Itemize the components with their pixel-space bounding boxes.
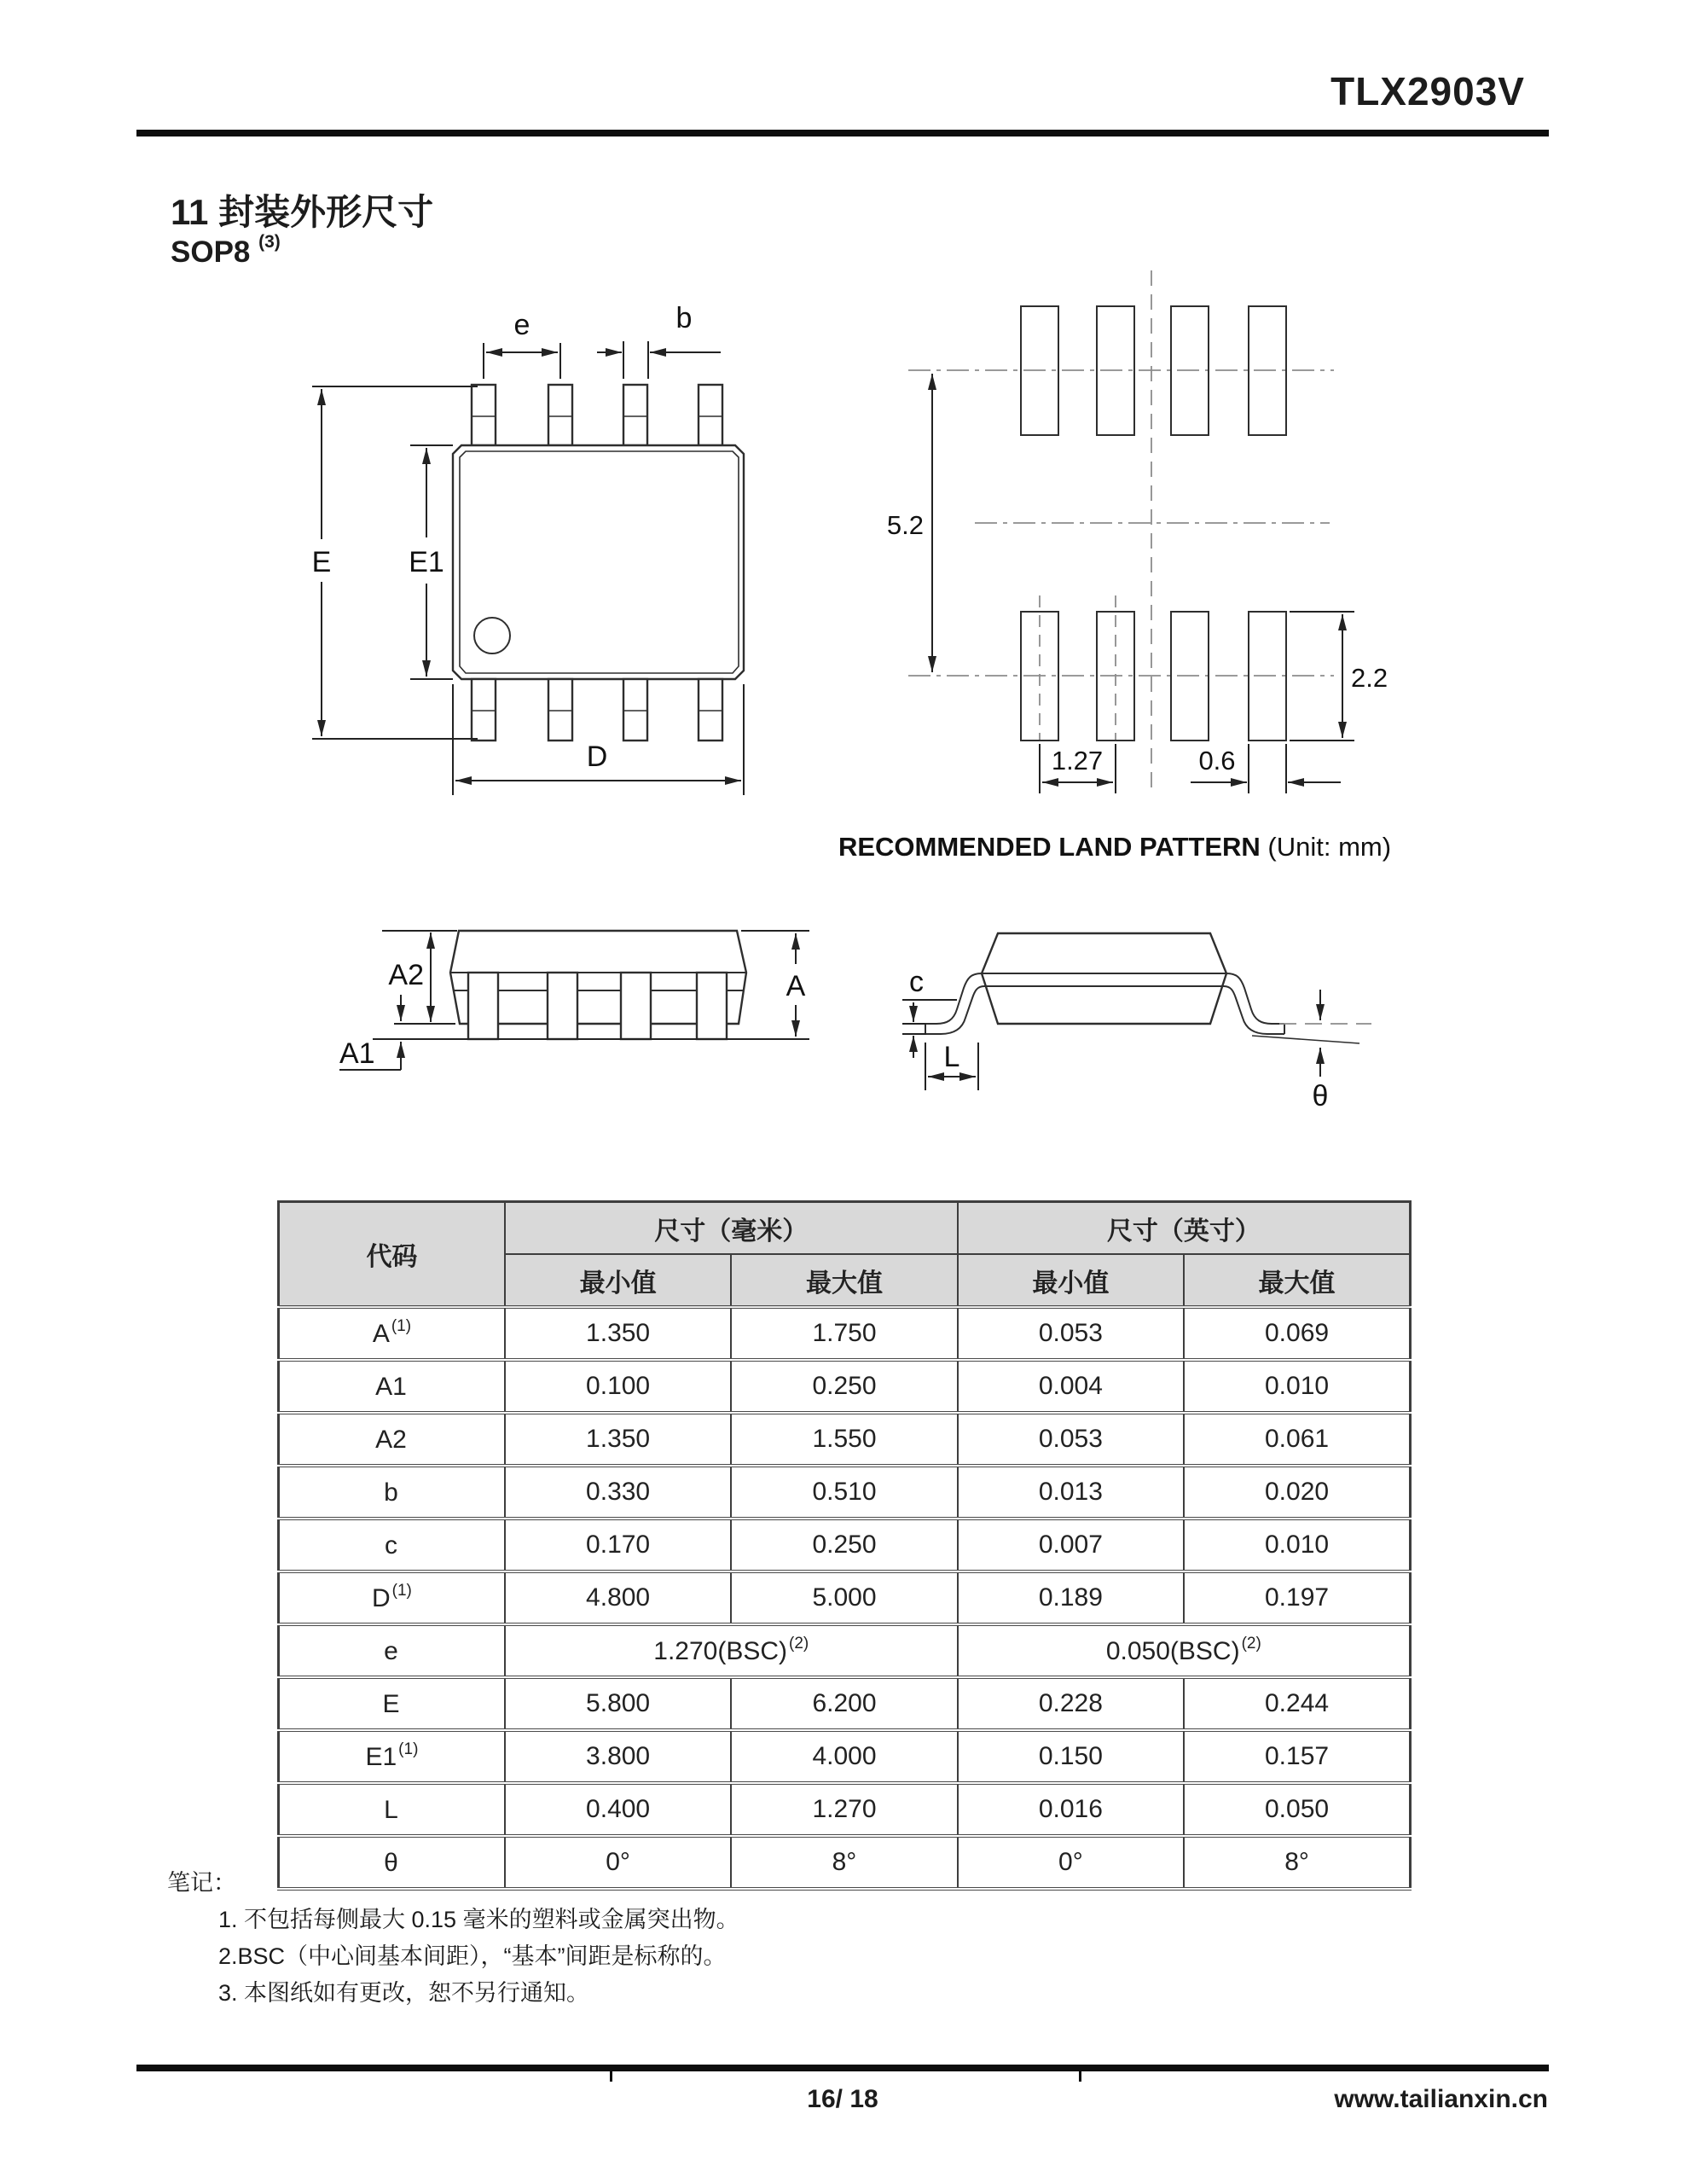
dim-label-c: c xyxy=(909,966,924,998)
dim-label-A2: A2 xyxy=(388,959,424,991)
package-top-view xyxy=(312,302,744,795)
package-name-footnote: (3) xyxy=(258,232,281,253)
cell-mm-max: 8° xyxy=(731,1836,957,1889)
cell-mm-min: 1.350 xyxy=(505,1307,731,1360)
cell-mm-max: 1.550 xyxy=(731,1413,957,1466)
cell-in-max: 8° xyxy=(1184,1836,1410,1889)
land-pattern-caption-unit: (Unit: mm) xyxy=(1267,832,1392,862)
cell-in-min: 0.004 xyxy=(958,1360,1184,1413)
dim-label-e: e xyxy=(513,309,530,341)
cell-code: E xyxy=(279,1677,505,1730)
land-pattern-caption xyxy=(814,832,1416,863)
cell-in-min: 0° xyxy=(958,1836,1184,1889)
col-header-mm: 尺寸（毫米） xyxy=(505,1202,958,1255)
cell-in-min: 0.016 xyxy=(958,1783,1184,1836)
dim-label-0.6: 0.6 xyxy=(1198,746,1236,775)
col-header-mm-max: 最大值 xyxy=(731,1254,957,1307)
note-item-2: 2.BSC（中心间基本间距），“基本”间距是标称的。 xyxy=(218,1943,727,1969)
cell-in-min: 0.228 xyxy=(958,1677,1184,1730)
cell-mm-max: 0.510 xyxy=(731,1466,957,1519)
dim-label-theta: θ xyxy=(1312,1080,1329,1112)
cell-mm-max: 5.000 xyxy=(731,1571,957,1624)
land-pattern-caption-title: RECOMMENDED LAND PATTERN xyxy=(838,832,1261,862)
table-row-e xyxy=(279,1624,1411,1677)
table-row xyxy=(279,1307,1411,1360)
cell-mm-min: 0.330 xyxy=(505,1466,731,1519)
notes-block xyxy=(167,1865,739,2012)
cell-code: D $^{(1)}$ xyxy=(279,1571,505,1624)
note-item-3: 3. 本图纸如有更改，恕不另行通知。 xyxy=(218,1980,590,2006)
package-side-view xyxy=(339,931,809,1070)
cell-in-min: 0.053 xyxy=(958,1307,1184,1360)
cell-mm-max: 0.250 xyxy=(731,1519,957,1571)
cell-in-min: 0.013 xyxy=(958,1466,1184,1519)
cell-code: A2 xyxy=(279,1413,505,1466)
table-row xyxy=(279,1571,1411,1624)
cell-mm-max: 1.750 xyxy=(731,1307,957,1360)
page-title: TLX2903V xyxy=(1330,69,1525,113)
cell-mm-min: 0° xyxy=(505,1836,731,1889)
dim-label-5.2: 5.2 xyxy=(886,510,924,540)
note-item-1: 1. 不包括每侧最大 0.15 毫米的塑料或金属突出物。 xyxy=(218,1907,739,1932)
dim-label-D: D xyxy=(586,741,608,773)
cell-in-max: 0.061 xyxy=(1184,1413,1410,1466)
cell-in-max: 0.010 xyxy=(1184,1519,1410,1571)
footer-rule-tick xyxy=(610,2068,612,2082)
cell-in-max: 0.244 xyxy=(1184,1677,1410,1730)
cell-in-max: 0.050 xyxy=(1184,1783,1410,1836)
cell-mm-max: 6.200 xyxy=(731,1677,957,1730)
footer-website: www.tailianxin.cn xyxy=(1334,2085,1548,2113)
cell-mm-min: 0.400 xyxy=(505,1783,731,1836)
cell-in-max: 0.197 xyxy=(1184,1571,1410,1624)
footer-rule-tick xyxy=(1079,2068,1081,2082)
cell-code: A $^{(1)}$ xyxy=(279,1307,505,1360)
cell-in-min: 0.053 xyxy=(958,1413,1184,1466)
footer-rule xyxy=(136,2065,1549,2071)
cell-mm-min: 0.100 xyxy=(505,1360,731,1413)
table-row xyxy=(279,1730,1411,1783)
table-row xyxy=(279,1519,1411,1571)
table-header-row xyxy=(279,1202,1411,1255)
package-profile-view xyxy=(902,933,1371,1112)
dim-label-E: E xyxy=(311,546,332,578)
dim-label-E1: E1 xyxy=(409,546,444,578)
col-header-code: 代码 xyxy=(279,1202,505,1308)
table-row xyxy=(279,1677,1411,1730)
page-number: 16/ 18 xyxy=(807,2085,878,2113)
dimensions-table xyxy=(277,1200,1412,1891)
cell-mm-min: 5.800 xyxy=(505,1677,731,1730)
table-row xyxy=(279,1360,1411,1413)
cell-code: c xyxy=(279,1519,505,1571)
cell-mm-min: 1.350 xyxy=(505,1413,731,1466)
cell-in-min: 0.189 xyxy=(958,1571,1184,1624)
notes-title: 笔记： xyxy=(167,1870,236,1896)
cell-in-max: 0.010 xyxy=(1184,1360,1410,1413)
cell-in-max: 0.157 xyxy=(1184,1730,1410,1783)
package-name-text: SOP8 xyxy=(171,235,251,269)
cell-mm-max: 4.000 xyxy=(731,1730,957,1783)
cell-mm-min: 3.800 xyxy=(505,1730,731,1783)
col-header-inch: 尺寸（英寸） xyxy=(958,1202,1411,1255)
cell-code: E1 $^{(1)}$ xyxy=(279,1730,505,1783)
cell-in-min: 0.007 xyxy=(958,1519,1184,1571)
col-header-mm-min: 最小值 xyxy=(505,1254,731,1307)
cell-mm-max: 1.270 xyxy=(731,1783,957,1836)
dim-label-b: b xyxy=(675,302,693,334)
cell-mm-merged: 1.270(BSC) $^{(2)}$ xyxy=(505,1624,958,1677)
cell-in-max: 0.020 xyxy=(1184,1466,1410,1519)
dim-label-A1: A1 xyxy=(339,1037,375,1070)
table-row xyxy=(279,1466,1411,1519)
cell-mm-min: 4.800 xyxy=(505,1571,731,1624)
dim-label-L: L xyxy=(943,1041,960,1073)
cell-in-min: 0.150 xyxy=(958,1730,1184,1783)
table-row xyxy=(279,1413,1411,1466)
section-title: 11 封装外形尺寸 xyxy=(171,192,434,232)
land-pattern-view xyxy=(887,270,1388,794)
dim-label-2.2: 2.2 xyxy=(1351,663,1388,693)
cell-code: L xyxy=(279,1783,505,1836)
dim-label-A: A xyxy=(786,970,806,1002)
dim-label-1.27: 1.27 xyxy=(1051,746,1104,775)
cell-code: e xyxy=(279,1624,505,1677)
cell-code: b xyxy=(279,1466,505,1519)
cell-in-merged: 0.050(BSC) $^{(2)}$ xyxy=(958,1624,1411,1677)
cell-code: θ xyxy=(279,1836,505,1889)
cell-mm-min: 0.170 xyxy=(505,1519,731,1571)
col-header-in-min: 最小值 xyxy=(958,1254,1184,1307)
table-row xyxy=(279,1783,1411,1836)
cell-code: A1 xyxy=(279,1360,505,1413)
cell-mm-max: 0.250 xyxy=(731,1360,957,1413)
col-header-in-max: 最大值 xyxy=(1184,1254,1410,1307)
cell-in-max: 0.069 xyxy=(1184,1307,1410,1360)
